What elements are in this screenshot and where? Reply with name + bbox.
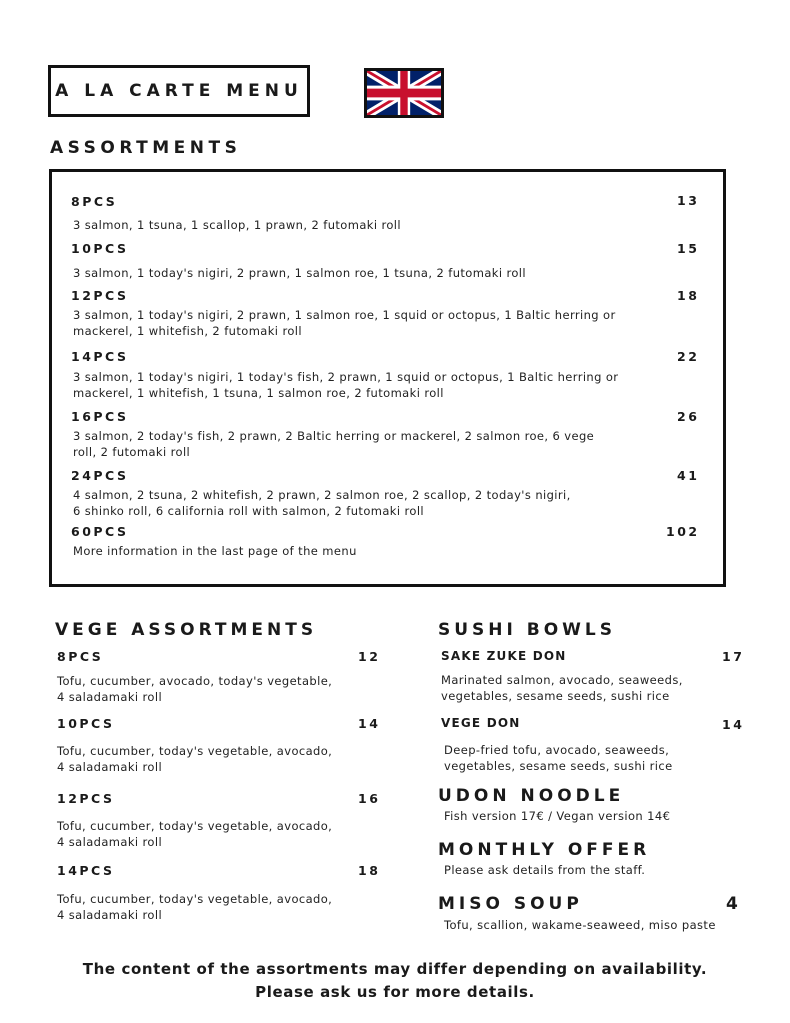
assortment-desc-line: 4 salmon, 2 tsuna, 2 whitefish, 2 prawn, 2 salmon roe, 2 scallop, 2 today's nigiri, [73,488,571,502]
vege-heading: VEGE ASSORTMENTS [55,620,318,640]
assortment-price: 102 [666,524,700,539]
assortment-price: 22 [677,349,700,364]
footer-line-1: The content of the assortments may differ depending on availability. [82,960,708,978]
bowl-price: 17 [722,649,745,664]
assortment-price: 15 [677,241,700,256]
assortment-desc-line: 3 salmon, 1 today's nigiri, 2 prawn, 1 salmon roe, 1 squid or octopus, 1 Baltic herring or [73,308,616,322]
vege-desc-line: 4 saladamaki roll [57,908,163,922]
miso-price: 4 [726,894,738,914]
menu-title: A LA CARTE MENU [48,65,310,117]
udon-heading: UDON NOODLE [438,786,625,806]
bowl-desc-line: Marinated salmon, avocado, seaweeds, [441,673,683,687]
bowl-price: 14 [722,717,745,732]
miso-heading: MISO SOUP [438,894,583,914]
assortment-code: 10PCS [71,241,129,256]
vege-price: 18 [358,863,381,878]
udon-desc: Fish version 17€ / Vegan version 14€ [444,809,671,823]
assortment-price: 13 [677,193,700,208]
vege-desc-line: Tofu, cucumber, avocado, today's vegetable, [57,674,333,688]
monthly-heading: MONTHLY OFFER [438,840,651,860]
assortment-code: 60PCS [71,524,129,539]
vege-code: 8PCS [57,649,104,664]
assortment-price: 18 [677,288,700,303]
footer-note [0,958,790,1004]
monthly-desc: Please ask details from the staff. [444,863,646,877]
bowl-name: VEGE DON [441,716,521,730]
bowl-desc-line: Deep-fried tofu, avocado, seaweeds, [444,743,670,757]
vege-desc-line: Tofu, cucumber, today's vegetable, avocado, [57,744,333,758]
assortment-desc-line: 3 salmon, 2 today's fish, 2 prawn, 2 Baltic herring or mackerel, 2 salmon roe, 6 vege [73,429,595,443]
vege-price: 16 [358,791,381,806]
footer-line-2: Please ask us for more details. [255,983,535,1001]
assortment-code: 24PCS [71,468,129,483]
uk-flag-icon [364,68,444,118]
assortment-desc: More information in the last page of the menu [73,544,357,558]
assortment-code: 16PCS [71,409,129,424]
assortment-desc: 3 salmon, 1 today's nigiri, 2 prawn, 1 salmon roe, 1 tsuna, 2 futomaki roll [73,266,526,280]
vege-code: 10PCS [57,716,115,731]
vege-code: 14PCS [57,863,115,878]
assortment-code: 14PCS [71,349,129,364]
assortment-price: 26 [677,409,700,424]
assortment-desc-line: roll, 2 futomaki roll [73,445,191,459]
assortment-desc-line: 6 shinko roll, 6 california roll with salmon, 2 futomaki roll [73,504,425,518]
assortment-desc-line: mackerel, 1 whitefish, 1 tsuna, 1 salmon roe, 2 futomaki roll [73,386,444,400]
assortment-desc-line: 3 salmon, 1 today's nigiri, 1 today's fish, 2 prawn, 1 squid or octopus, 1 Baltic herring or [73,370,619,384]
vege-desc-line: 4 saladamaki roll [57,760,163,774]
assortment-desc: 3 salmon, 1 tsuna, 1 scallop, 1 prawn, 2 futomaki roll [73,218,401,232]
assortment-code: 8PCS [71,194,118,209]
vege-desc-line: Tofu, cucumber, today's vegetable, avocado, [57,892,333,906]
bowls-heading: SUSHI BOWLS [438,620,616,640]
bowl-desc-line: vegetables, sesame seeds, sushi rice [441,689,670,703]
vege-desc-line: 4 saladamaki roll [57,690,163,704]
assortment-price: 41 [677,468,700,483]
bowl-name: SAKE ZUKE DON [441,649,567,663]
assortment-code: 12PCS [71,288,129,303]
bowl-desc-line: vegetables, sesame seeds, sushi rice [444,759,673,773]
vege-desc-line: 4 saladamaki roll [57,835,163,849]
assortment-desc-line: mackerel, 1 whitefish, 2 futomaki roll [73,324,302,338]
vege-desc-line: Tofu, cucumber, today's vegetable, avocado, [57,819,333,833]
vege-code: 12PCS [57,791,115,806]
miso-desc: Tofu, scallion, wakame-seaweed, miso paste [444,918,716,932]
vege-price: 14 [358,716,381,731]
assortments-heading: ASSORTMENTS [50,138,242,158]
vege-price: 12 [358,649,381,664]
